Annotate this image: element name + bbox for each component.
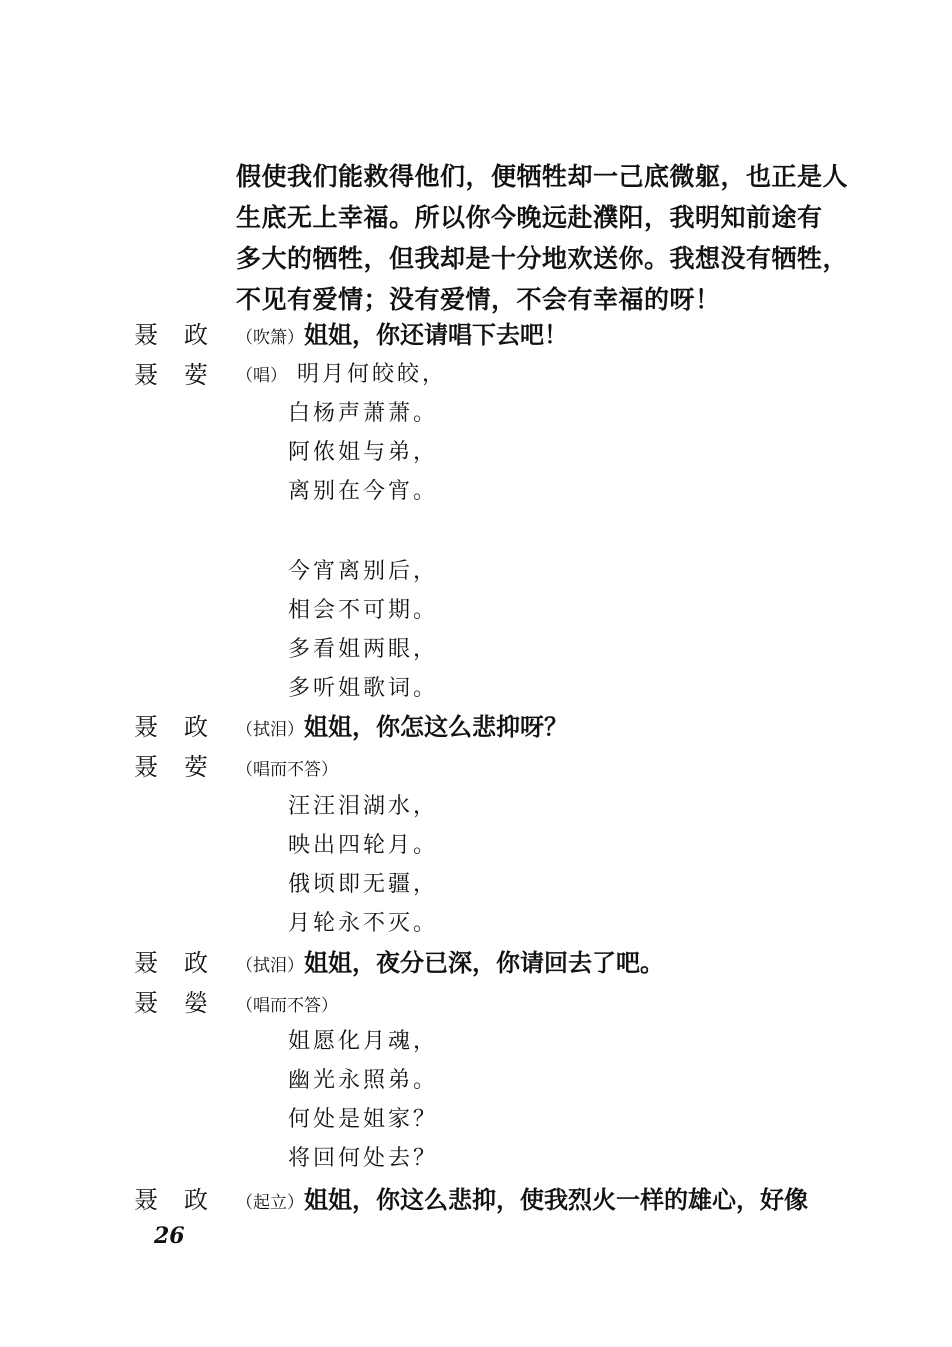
speaker-name: 聂 政 (134, 1186, 208, 1214)
stage-direction: （拭泪） (236, 956, 304, 976)
prose-line: 生底无上幸福。所以你今晚远赴濮阳，我明知前途有 (236, 203, 823, 232)
verse-line: 阿侬姐与弟， (288, 440, 439, 465)
verse-line: 俄顷即无疆， (288, 872, 439, 897)
page-number: 26 (154, 1223, 185, 1249)
verse-line: 幽光永照弟。 (288, 1068, 439, 1093)
stage-direction: （唱而不答） (236, 996, 338, 1016)
dialogue-line (0, 707, 952, 747)
prose-block (236, 156, 849, 320)
dialogue-line (0, 1180, 952, 1220)
dialogue-line (0, 943, 952, 983)
verse-line: 姐愿化月魂， (288, 1029, 439, 1054)
dialogue-line (0, 747, 952, 787)
speaker-name: 聂 荌 (134, 361, 208, 389)
speaker-name: 聂 政 (134, 949, 208, 977)
speech-text: 姐姐，你这么悲抑，使我烈火一样的雄心，好像 (304, 1186, 808, 1214)
speaker-name: 聂 政 (134, 713, 208, 741)
verse-line: 将回何处去？ (288, 1146, 439, 1171)
speech-text: 姐姐，你还请唱下去吧！ (304, 321, 568, 349)
prose-line: 假使我们能救得他们，便牺牲却一己底微躯，也正是人 (236, 162, 849, 191)
stage-direction: （拭泪） (236, 720, 304, 740)
prose-line: 多大的牺牲，但我却是十分地欢送你。我想没有牺牲， (236, 244, 849, 273)
verse-line: 明月何皎皎， (297, 362, 448, 387)
verse-line: 今宵离别后， (288, 559, 439, 584)
dialogue-line (0, 315, 952, 355)
verse-line: 何处是姐家？ (288, 1107, 439, 1132)
stage-direction: （起立） (236, 1193, 304, 1213)
stage-direction: （唱而不答） (236, 760, 338, 780)
verse-line: 月轮永不灭。 (288, 911, 439, 936)
verse-line: 多听姐歌词。 (288, 676, 439, 701)
prose-line: 不见有爱情；没有爱情，不会有幸福的呀！ (236, 285, 721, 314)
dialogue-line (0, 983, 952, 1023)
dialogue-line (0, 355, 952, 395)
stage-direction: （吹箫） (236, 328, 304, 348)
speaker-name: 聂 政 (134, 321, 208, 349)
verse-line: 多看姐两眼， (288, 637, 439, 662)
speaker-name: 聂 荌 (134, 753, 208, 781)
verse-line: 离别在今宵。 (288, 479, 439, 504)
verse-line: 汪汪泪湖水， (288, 794, 439, 819)
stage-direction: （唱） (236, 366, 287, 386)
verse-line: 白杨声萧萧。 (288, 401, 439, 426)
speaker-name: 聂 嫈 (134, 989, 208, 1017)
verse-line: 相会不可期。 (288, 598, 439, 623)
verse-line: 映出四轮月。 (288, 833, 439, 858)
speech-text: 姐姐，你怎这么悲抑呀？ (304, 713, 568, 741)
speech-text: 姐姐，夜分已深，你请回去了吧。 (304, 949, 664, 977)
